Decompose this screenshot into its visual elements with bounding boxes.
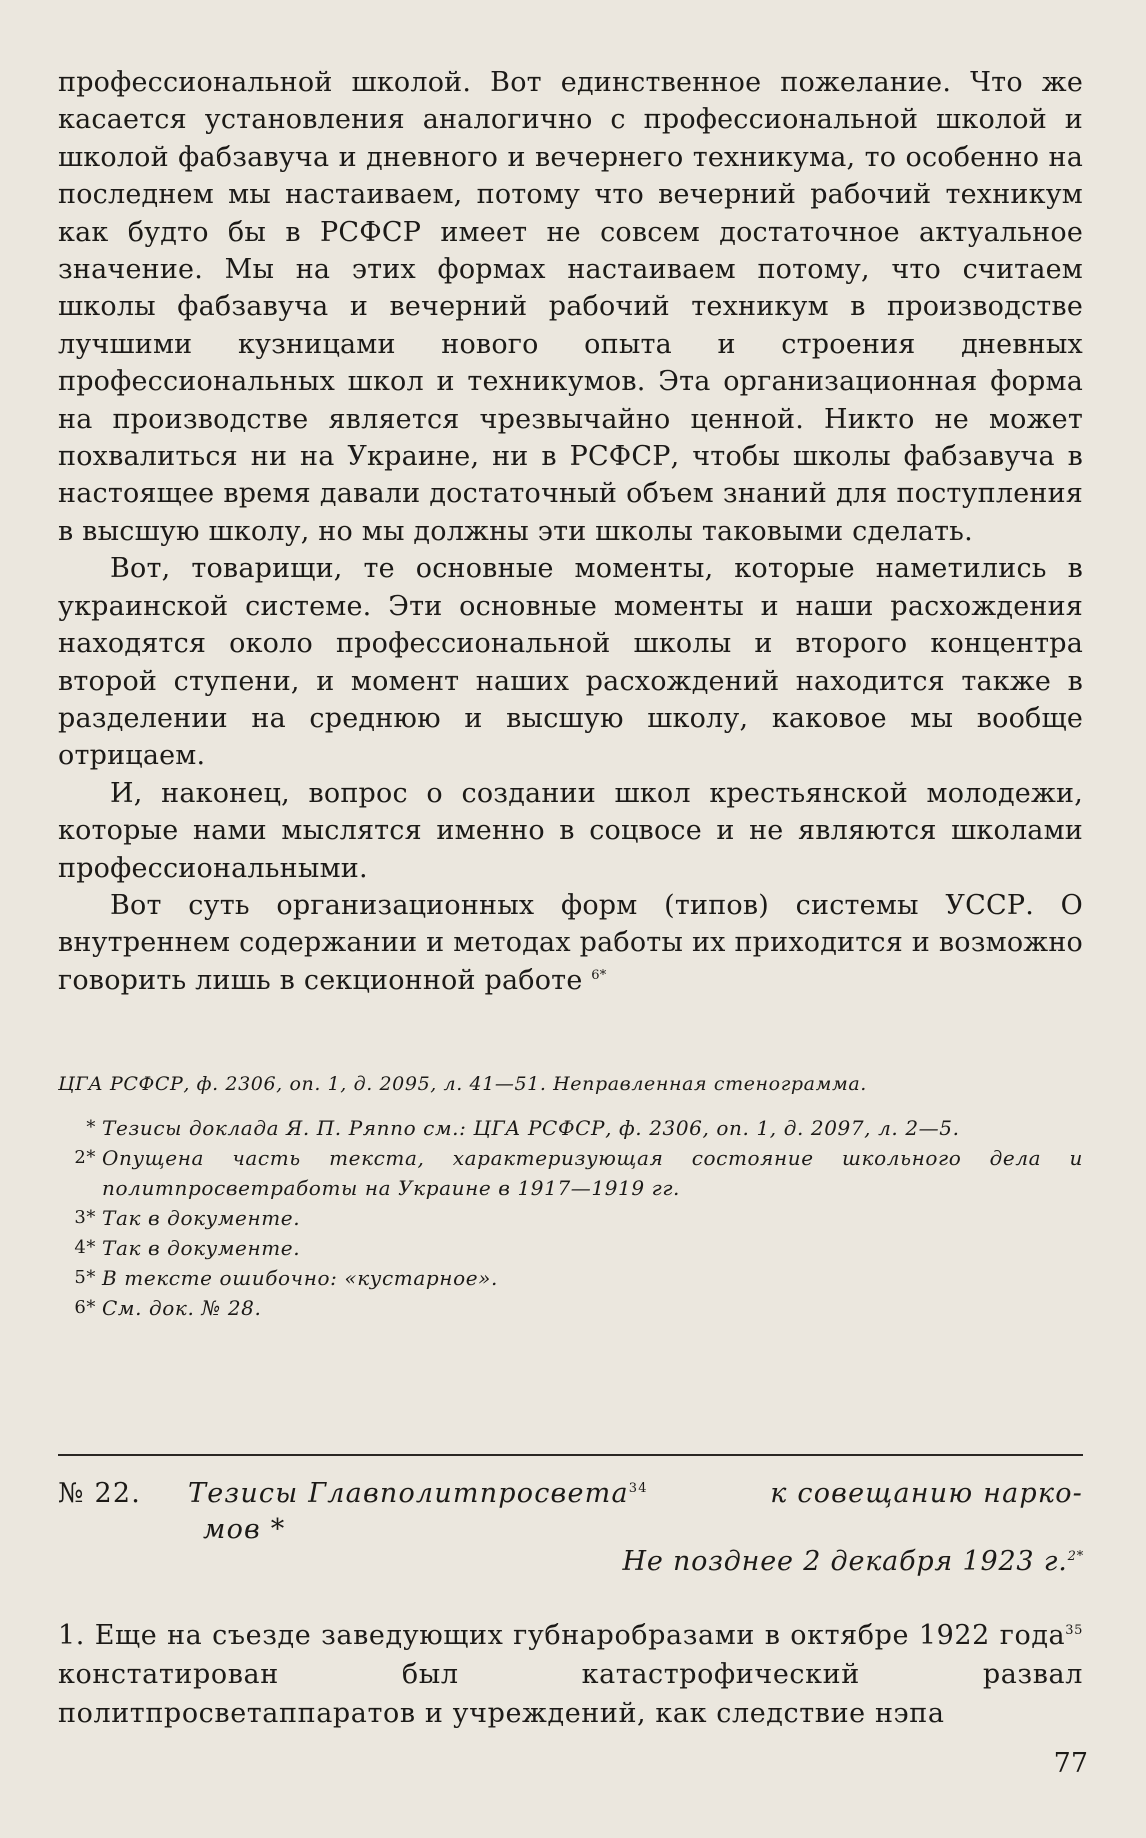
document-heading [58, 1476, 1083, 1548]
footnote-text: Так в документе. [102, 1206, 301, 1230]
heading-line-1 [58, 1476, 1083, 1512]
title-note-ref: 34 [628, 1481, 648, 1496]
footnote [58, 1203, 1083, 1233]
paragraph-4-text: Вот суть организационных форм (типов) системы УССР. О внутреннем содержании и методах работы их приходится и возможно говорить лишь в секционной работе [58, 889, 1083, 996]
section-divider [58, 1454, 1083, 1456]
footnote-mark: * [86, 1117, 96, 1138]
document-title-line-2: мов * [203, 1514, 286, 1545]
footnote-mark: 6* [74, 1297, 96, 1318]
heading-lead [58, 1476, 648, 1512]
footnote-ref: 6* [591, 967, 607, 983]
date-note-ref: 2* [1067, 1549, 1084, 1564]
document-date [622, 1546, 1084, 1577]
main-text [58, 64, 1083, 999]
footnote-text: Так в документе. [102, 1236, 301, 1260]
paragraph-4 [58, 887, 1083, 999]
footnote [58, 1293, 1083, 1323]
footnote-mark: 4* [74, 1237, 96, 1258]
footnotes [58, 1113, 1083, 1323]
footnote-mark: 2* [74, 1147, 96, 1168]
footnote-text: Тезисы доклада Я. П. Ряппо см.: ЦГА РСФСР, ф. 2306, оп. 1, д. 2097, л. 2—5. [102, 1116, 960, 1140]
paragraph-2: Вот, товарищи, те основные моменты, которые наметились в украинской системе. Эти основные моменты и наши расхождения находятся около профессиональной школы и второго концентра второй ступени, и момент наших расхождений находится также в разделении на среднюю и высшую школу, каковое мы вообще отрицаем. [58, 553, 1083, 772]
document-number: № 22. [58, 1478, 142, 1509]
footnote [58, 1233, 1083, 1263]
paragraph-3: И, наконец, вопрос о создании школ крестьянской молодежи, которые нами мыслятся именно в соцвосе и не являются школами профессиональными. [58, 777, 1083, 884]
document-title-part-1: Тезисы Главполитпросвета [188, 1478, 629, 1509]
section-1-note-ref: 35 [1065, 1623, 1083, 1638]
footnote-text: См. док. № 28. [102, 1296, 262, 1320]
paragraph-1: профессиональной школой. Вот единственное пожелание. Что же касается установления аналогично с профессиональной школой и школой фабзавуча и дневного и вечернего техникума, то особенно на последнем мы настаиваем, потому что вечерний рабочий техникум как будто бы в РСФСР имеет не совсем достаточное актуальное значение. Мы на этих формах настаиваем потому, что считаем школы фабзавуча и вечерний рабочий техникум в производстве лучшими кузницами нового опыта и строения дневных профессиональных школ и техникумов. Эта организационная форма на производстве является чрезвычайно ценной. Никто не может похвалиться ни на Украине, ни в РСФСР, чтобы школы фабзавуча в настоящее время давали достаточный объем знаний для поступления в высшую школу, но мы должны эти школы таковыми сделать. [58, 67, 1083, 547]
footnote-text: В тексте ошибочно: «кустарное». [102, 1266, 498, 1290]
section-1-end: констатирован был катастрофический развал политпросветаппаратов и учреждений, как следствие нэпа [58, 1659, 1083, 1729]
footnote-text: Опущена часть текста, характеризующая состояние школьного дела и политпросветработы на Украине в 1917—1919 гг. [102, 1146, 1083, 1200]
archive-source: ЦГА РСФСР, ф. 2306, оп. 1, д. 2095, л. 41—51. Неправленная стенограмма. [58, 1073, 867, 1095]
document-date-text: Не позднее 2 декабря 1923 г. [622, 1546, 1068, 1577]
footnote [58, 1113, 1083, 1143]
footnote [58, 1263, 1083, 1293]
footnote [58, 1143, 1083, 1203]
footnote-mark: 3* [74, 1207, 96, 1228]
document-title-part-2: к совещанию нарко- [770, 1478, 1083, 1509]
footnote-mark: 5* [74, 1267, 96, 1288]
section-1-text [58, 1616, 1083, 1733]
page-number: 77 [1053, 1748, 1088, 1779]
section-1-start: 1. Еще на съезде заведующих губнаробразами в октябре 1922 года [58, 1620, 1066, 1651]
